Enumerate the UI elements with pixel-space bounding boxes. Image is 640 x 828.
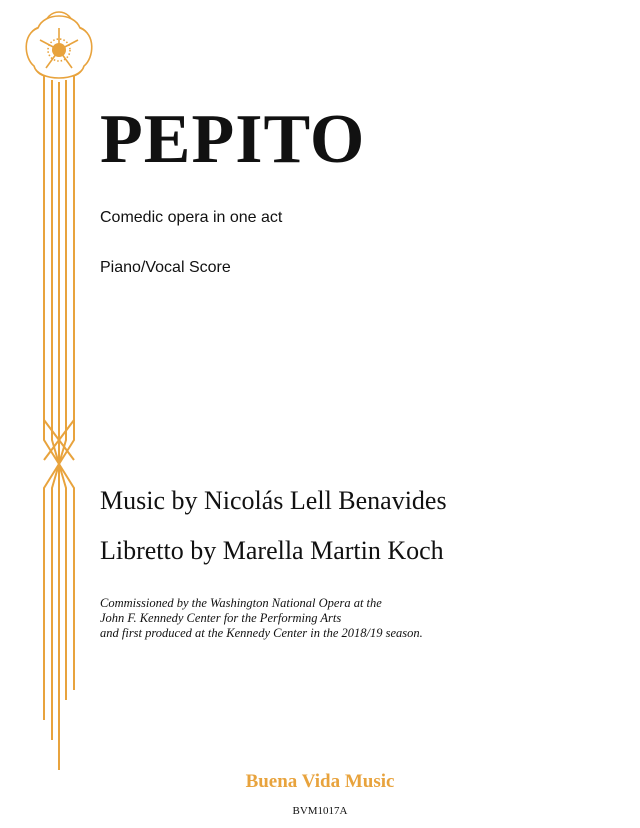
- ornament-stems: [44, 76, 74, 770]
- score-type: Piano/Vocal Score: [100, 259, 231, 276]
- poppy-flower-icon: [26, 12, 92, 78]
- catalog-number: BVM1017A: [292, 805, 348, 817]
- music-credit: Music by Nicolás Lell Benavides: [100, 486, 447, 515]
- commission-line: John F. Kennedy Center for the Performing Arts: [100, 611, 342, 625]
- commission-note: [100, 596, 423, 641]
- subtitle: Comedic opera in one act: [100, 209, 283, 226]
- commission-line: Commissioned by the Washington National Opera at the: [100, 596, 382, 610]
- libretto-credit: Libretto by Marella Martin Koch: [100, 536, 444, 565]
- commission-line: and first produced at the Kennedy Center in the 2018/19 season.: [100, 626, 423, 640]
- page-title: PEPITO: [100, 101, 366, 178]
- publisher-name: Buena Vida Music: [245, 771, 395, 792]
